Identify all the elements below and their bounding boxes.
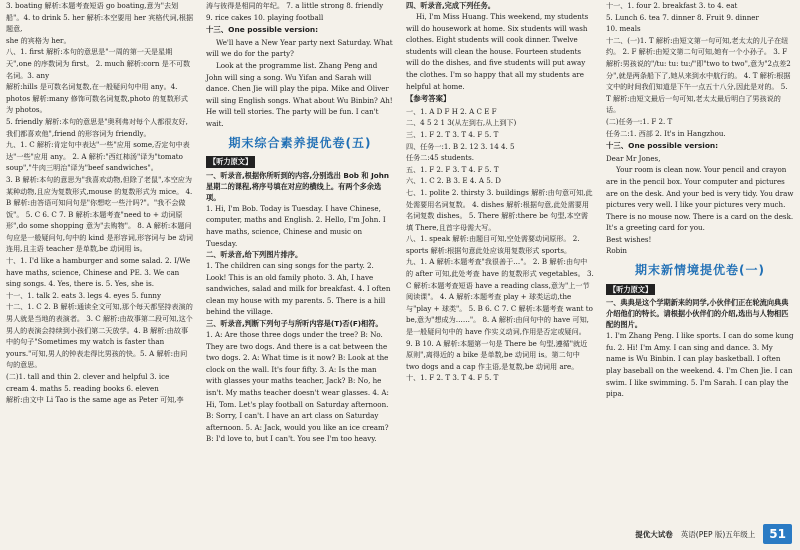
listening-text: Hi, I'm Miss Huang. This weekend, my students will do housework at home. Six students will wash clothes. Eight students will cook dinner. Twelve students will clean the house. Fourteen students will do the dishes, and five students will put away the clothes. I'm so happy that all my students are helpful at home. bbox=[406, 12, 589, 91]
listening-text: 1. The children can sing songs for the party. 2. Look! This is an old family photo. 3. Ah, I have sandwiches, salad and milk for breakfast. 4. I often clean my house with my parents. 5. There is a hill behind the village. bbox=[206, 261, 391, 317]
answer-line: 任务二:1. 西部 2. It's in Hangzhou. bbox=[606, 128, 726, 138]
question-prompt: 四、听录音,完成下列任务。 bbox=[406, 1, 495, 10]
answer-line: 四、任务一:1. B 2. 12 3. 14 4. 5 bbox=[406, 141, 515, 151]
exam-title: 期末新情境提优卷(一) bbox=[635, 263, 765, 278]
page-footer bbox=[635, 524, 792, 544]
text-line: (二)1. tall and thin 2. clever and helpful 3. ice cream 4. maths 5. reading books 6. eleven bbox=[6, 372, 170, 393]
answer-line: 二、4 5 2 1 3(从左到右,从上到下) bbox=[406, 118, 517, 128]
answer-line: 十、1. F 2. T 3. T 4. F 5. T bbox=[406, 373, 499, 383]
text-line: 解析:hills 是可数名词复数,在一般疑问句中用 any。4. photos 解析:many 修饰可数名词复数,photo 的复数形式为 photos。 bbox=[6, 82, 188, 115]
answers-label: 【参考答案】 bbox=[406, 94, 451, 104]
answer-line: 三、1. F 2. T 3. T 4. F 5. T bbox=[406, 129, 499, 139]
question-prompt: 一、听录音,根据你所听到的内容,分别选出 Bob 和 John 星期二的课程,将序号填在对应的横线上。有两个多余选项。 bbox=[206, 170, 389, 202]
text-line: 9. rice cakes 10. playing football bbox=[206, 12, 324, 22]
essay-paragraph: Look at the programme list. Zhang Peng and John will sing a song. Wu Yifan and Sarah will dance. Chen Jie will play the pipa. Mike and Oliver will sing English songs. What about Wu Binbin? Ah! He will tell stories. The party will be fun. I can't wait. bbox=[206, 60, 393, 128]
text-line: 九、1. C 解析:肯定句中表达"一些"应用 some,否定句中表达"一些"应用 any。 2. A 解析:"西红柿汤"译为"tomato soup","牛肉三明治"译为"beef sandwiches"。 bbox=[6, 140, 190, 173]
exam-title: 期末综合素养提优卷(五) bbox=[228, 135, 372, 150]
text-line: she 的宾格为 her。 bbox=[6, 35, 71, 45]
answer-line: 10. meals bbox=[606, 24, 641, 34]
answer-line: 5. Lunch 6. tea 7. dinner 8. Fruit 9. dinner bbox=[606, 12, 759, 22]
listening-text: 1. Hi, I'm Bob. Today is Tuesday. I have Chinese, computer, maths and English. 2. Hello, I'm John. I have maths, science, Chinese and music on Tuesday. bbox=[206, 203, 386, 248]
essay-paragraph: We'll have a New Year party next Saturday. What will we do for the party? bbox=[206, 37, 393, 59]
answer-line: 一、1. A D F H 2. A C E F bbox=[406, 106, 497, 116]
answer-line: 七、1. polite 2. thirsty 3. buildings 解析:由句意可知,此处需要用名词复数。 4. dishes 解析:根据句意,此处需要用名词复数 dishes。 5. There 解析:there be 句型,本空需填 There,且首字母需大写。 bbox=[406, 187, 593, 232]
answer-line: 任务二:45 students. bbox=[406, 153, 475, 163]
letter-line: Best wishes! bbox=[606, 234, 652, 244]
answer-line: 八、1. speak 解析:由题目可知,空处需要动词原形。 2. sports 解析:根据句意此处应该用复数形式 sports。 bbox=[406, 234, 580, 255]
question-prompt: 二、听录音,给下列图片排序。 bbox=[206, 250, 303, 260]
column-1 bbox=[0, 0, 200, 550]
listening-label: 【听力原文】 bbox=[606, 284, 655, 296]
text-line: 涛与彼得是相同的年纪。 7. a little strong 8. friendly bbox=[206, 1, 384, 10]
letter-body: Your room is clean now. Your pencil and crayon are in the pencil box. Your computer and pictures are on the desk. And your bed is very tidy. You draw pictures very well. I like your pictures very much. There is no mouse now. There is a card on the desk. It's a greeting card for you. bbox=[606, 165, 794, 233]
text-line: 十一、1. talk 2. eats 3. legs 4. eyes 5. funny bbox=[6, 290, 162, 300]
page-number: 51 bbox=[763, 524, 792, 544]
letter-line: Robin bbox=[606, 246, 627, 256]
essay-heading: 十三、One possible version: bbox=[206, 25, 319, 35]
answer-line: 十二、(一)1. T 解析:由短文第一句可知,老太太的儿子在纽约。 2. F 解析:由短文第二句可知,她有一个小孙子。 3. F 解析:男孩说的"/tu: tu: tu:/"即"two to two",意为"2点差2分",就是两条船下了,她从来到水中航行的。 4. T 解析:根据文中的时间我们知道是下午一点五十八分,因此是对的。 5. T 解析:由短文最后一句可知,老太太最后明白了男孩说的话。 bbox=[606, 35, 791, 115]
text-line: 十二、1. C 2. B 解析:通读全文可知,那个每天都坚持表演的男人就是当地的表演者。 3. C 解析:由故事第二段可知,这个男人的表演会持续到小孩们第二天放学。4. B 解析:由故事中的句子"Sometimes my watch is faster than yours."可知,男人的钟表走得比男孩的快。5. A 解析:由问句的意思。 bbox=[6, 302, 193, 370]
column-2 bbox=[200, 0, 400, 550]
listening-text: 1. A: Are those three dogs under the tree? B: No. They are two dogs. And there is a cat between the two dogs. 2. A: What time is it now? B: Look at the clock on the wall. It's four fifty. 3. A: Is the man with glasses your maths teacher, Jack? B: No, he isn't. My maths teacher doesn't wear glasses. 4. A: Hi, Tom. Let's play football on Saturday afternoon. B: Sorry, I can't. I have an art class on Saturday afternoon. 5. A: Jack, would you like an ice cream? B: I'd love to, but I can't. You see I'm too heavy. bbox=[206, 330, 389, 444]
text-line: 八、1. first 解析:本句的意思是"一周的第一天是星期天",one 的序数词为 first。 2. much 解析:corn 是不可数名词。3. any bbox=[6, 47, 191, 80]
footer-subject: 英语(PEP 版)五年级上 bbox=[680, 529, 756, 539]
text-line: 3. B 解析:本句的意思为"我喜欢动物,但除了老鼠",本空应为某种动物,且应为复数形式,mouse 的复数形式为 mice。 4. B 解析:由答语可知问句是"你想吃一些汁吗?"。"我不会做饭"。 5. C 6. C 7. B 解析:本题考查"need to + 动词原形",do some shopping 意为"去购物"。 8. A 解析:本题问句应是一般疑问句,句中的 kind 是形容词,形容词与 be 动词连用,且主语 teacher 是单数,be 动词用 is。 bbox=[6, 174, 193, 254]
text-line: 3. boating 解析:本题考查短语 go boating,意为"去划船"。4. to drink 5. her 解析:本空要用 her 宾格代词,根据题意, bbox=[6, 1, 194, 34]
answer-line: 九、1. A 解析:本题考查"我很善于…"。 2. B 解析:由句中的 after 可知,此处考查 have 的复数形式 vegetables。 3. C 解析:本题考查短语 have a reading class,意为"上一节阅读课"。 4. A 解析:本题考查 play + 球类运动,the 与"play + 球类"。 5. B 6. C 7. C 解析:本题考查 want to be,意为"想成为……"。 8. A 解析:由问句中的 have 可知,是一般疑问句中的 have 作实义动词,作用是否定或疑问。 9. B 10. A 解析:本题第一句是 There be 句型,遵循"就近原则",离得近的 a bike 是单数,be 动词用 is。第二句中 two dogs and a cap 作主语,是复数,be 动词用 are。 bbox=[406, 257, 594, 371]
column-3 bbox=[400, 0, 600, 550]
answer-line: (二)任务一:1. F 2. T bbox=[606, 116, 673, 126]
question-prompt: 一、典典是这个学期新来的同学,小伙伴们正在轮流向典典介绍他们的特长。请根据小伙伴们的介绍,选出与人物相匹配的图片。 bbox=[606, 298, 789, 330]
text-line: 十、1. I'd like a hamburger and some salad. 2. I/We have maths, science, Chinese and PE. 3. We can sing songs. 4. Yes, there is. 5. Yes, she is. bbox=[6, 256, 191, 289]
answer-line: 六、1. C 2. B 3. E 4. A 5. D bbox=[406, 176, 501, 186]
footer-brand: 提优大试卷 bbox=[635, 529, 673, 539]
answer-line: 五、1. F 2. F 3. T 4. F 5. T bbox=[406, 164, 499, 174]
text-line: 解析:由文中 Li Tao is the same age as Peter 可知,李 bbox=[6, 395, 184, 405]
answer-line: 十一、1. four 2. breakfast 3. to 4. eat bbox=[606, 1, 738, 10]
listening-label: 【听力原文】 bbox=[206, 156, 255, 168]
text-line: 5. friendly 解析:本句的意思是"奥利弗对每个人都很友好,我们都喜欢他",friend 的形容词为 friendly。 bbox=[6, 116, 188, 138]
listening-text: 1. I'm Zhang Peng. I like sports. I can do some kung fu. 2. Hi! I'm Amy. I can sing and dance. 3. My name is Wu Binbin. I can play basketball. I often play baseball on the weekend. 4. I'm Chen Jie. I can swim. I like swimming. 5. I'm Sarah. I can play the pipa. bbox=[606, 331, 794, 399]
question-prompt: 三、听录音,判断下列句子与所听内容是(T)否(F)相符。 bbox=[206, 319, 383, 329]
essay-heading: 十三、One possible version: bbox=[606, 141, 719, 151]
column-4 bbox=[600, 0, 800, 550]
letter-line: Dear Mr Jones, bbox=[606, 153, 661, 163]
